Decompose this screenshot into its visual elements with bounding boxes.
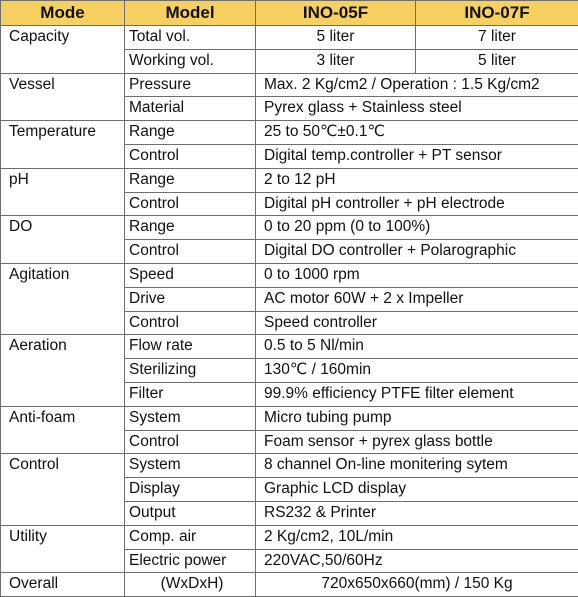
value-ino-07f: 5 liter	[416, 49, 578, 73]
group-temperature: Temperature	[1, 121, 125, 169]
value-cell: 25 to 50℃±0.1℃	[256, 121, 578, 145]
value-cell: 99.9% efficiency PTFE filter element	[256, 382, 578, 406]
value-cell: Foam sensor + pyrex glass bottle	[256, 430, 578, 454]
value-cell: Digital DO controller + Polarographic	[256, 240, 578, 264]
table-row	[1, 168, 578, 192]
value-cell: 8 channel On-line monitering sytem	[256, 454, 578, 478]
param-cell: Display	[125, 478, 256, 502]
param-cell: Range	[125, 216, 256, 240]
param-cell: Material	[125, 97, 256, 121]
param-cell: Electric power	[125, 549, 256, 573]
value-cell: AC motor 60W + 2 x Impeller	[256, 287, 578, 311]
header-model: Model	[125, 1, 256, 26]
group-anti-foam: Anti-foam	[1, 406, 125, 454]
value-cell: 130℃ / 160min	[256, 359, 578, 383]
value-cell: 220VAC,50/60Hz	[256, 549, 578, 573]
value-cell: Max. 2 Kg/cm2 / Operation : 1.5 Kg/cm2	[256, 73, 578, 97]
value-cell: Digital pH controller + pH electrode	[256, 192, 578, 216]
value-cell: 720x650x660(mm) / 150 Kg	[256, 573, 578, 597]
header-row	[1, 1, 578, 26]
param-cell: Control	[125, 144, 256, 168]
value-cell: Speed controller	[256, 311, 578, 335]
header-ino-07f: INO-07F	[416, 1, 578, 26]
table-row	[1, 263, 578, 287]
param-cell: Control	[125, 430, 256, 454]
group-control: Control	[1, 454, 125, 525]
param-cell: Range	[125, 168, 256, 192]
group-vessel: Vessel	[1, 73, 125, 121]
value-cell: Digital temp.controller + PT sensor	[256, 144, 578, 168]
value-cell: 0 to 20 ppm (0 to 100%)	[256, 216, 578, 240]
param-cell: Drive	[125, 287, 256, 311]
value-cell: Pyrex glass + Stainless steel	[256, 97, 578, 121]
table-row	[1, 573, 578, 597]
group-utility: Utility	[1, 525, 125, 573]
value-cell: 0 to 1000 rpm	[256, 263, 578, 287]
value-cell: 2 Kg/cm2, 10L/min	[256, 525, 578, 549]
group-agitation: Agitation	[1, 263, 125, 334]
param-cell: (WxDxH)	[125, 573, 256, 597]
value-cell: Graphic LCD display	[256, 478, 578, 502]
param-cell: Flow rate	[125, 335, 256, 359]
param-cell: Working vol.	[125, 49, 256, 73]
header-ino-05f: INO-05F	[256, 1, 416, 26]
group-ph: pH	[1, 168, 125, 216]
param-cell: Filter	[125, 382, 256, 406]
param-cell: Output	[125, 501, 256, 525]
param-cell: Control	[125, 240, 256, 264]
param-cell: Speed	[125, 263, 256, 287]
header-mode: Mode	[1, 1, 125, 26]
param-cell: System	[125, 406, 256, 430]
param-cell: Pressure	[125, 73, 256, 97]
param-cell: Sterilizing	[125, 359, 256, 383]
value-cell: 2 to 12 pH	[256, 168, 578, 192]
group-capacity: Capacity	[1, 26, 125, 74]
table-row	[1, 335, 578, 359]
param-cell: Range	[125, 121, 256, 145]
value-cell: Micro tubing pump	[256, 406, 578, 430]
group-do: DO	[1, 216, 125, 264]
param-cell: Comp. air	[125, 525, 256, 549]
param-cell: System	[125, 454, 256, 478]
value-ino-07f: 7 liter	[416, 26, 578, 50]
param-cell: Control	[125, 192, 256, 216]
group-overall: Overall	[1, 573, 125, 597]
table-row	[1, 454, 578, 478]
value-ino-05f: 3 liter	[256, 49, 416, 73]
value-cell: RS232 & Printer	[256, 501, 578, 525]
table-row	[1, 216, 578, 240]
param-cell: Control	[125, 311, 256, 335]
group-aeration: Aeration	[1, 335, 125, 406]
table-row	[1, 525, 578, 549]
table-row	[1, 121, 578, 145]
value-ino-05f: 5 liter	[256, 26, 416, 50]
value-cell: 0.5 to 5 Nl/min	[256, 335, 578, 359]
table-row	[1, 73, 578, 97]
param-cell: Total vol.	[125, 26, 256, 50]
table-row	[1, 26, 578, 50]
table-row	[1, 406, 578, 430]
